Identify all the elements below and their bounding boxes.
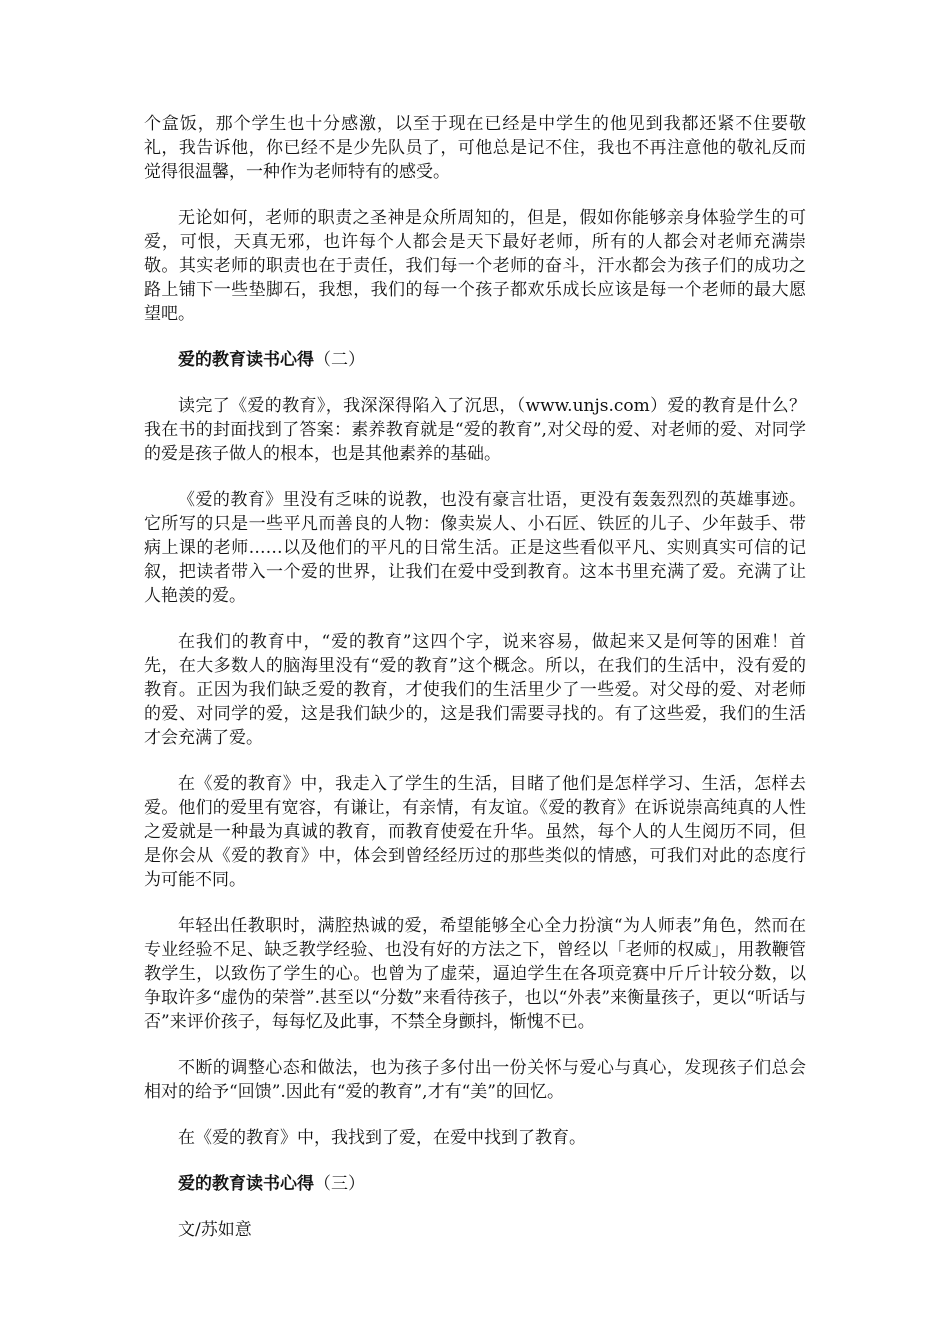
section2-paragraph-2: 《爱的教育》里没有乏味的说教，也没有豪言壮语，更没有轰轰烈烈的英雄事迹。它所写的只是一些平凡而善良的人物：像卖炭人、小石匠、铁匠的儿子、少年鼓手、带病上课的老师……以及他们的平凡的日常生活。正是这些看似平凡、实则真实可信的记叙，把读者带入一个爱的世界，让我们在爱中受到教育。这本书里充满了爱。充满了让人艳羡的爱。 [144, 490, 806, 606]
section-heading-2-title: 爱的教育读书心得 [178, 350, 314, 370]
section2-paragraph-1: 读完了《爱的教育》，我深深得陷入了沉思，（www.unjs.com）爱的教育是什么？我在书的封面找到了答案：素养教育就是“爱的教育”,对父母的爱、对老师的爱、对同学的爱是孩子做人的根本，也是其他素养的基础。 [144, 396, 806, 464]
section-heading-3-title: 爱的教育读书心得 [178, 1174, 314, 1194]
section-heading-3 [144, 1172, 806, 1196]
section2-paragraph-5: 年轻出任教职时，满腔热诚的爱，希望能够全心全力扮演“为人师表”角色，然而在专业经验不足、缺乏教学经验、也没有好的方法之下，曾经以「老师的权威」，用教鞭管教学生，以致伤了学生的心。也曾为了虚荣，逼迫学生在各项竞赛中斤斤计较分数，以争取许多“虚伪的荣誉”.甚至以“分数”来看待孩子，也以“外表”来衡量孩子，更以“听话与否”来评价孩子，每每忆及此事，不禁全身颤抖，惭愧不已。 [144, 916, 806, 1032]
section2-paragraph-6: 不断的调整心态和做法，也为孩子多付出一份关怀与爱心与真心，发现孩子们总会相对的给予“回馈”.因此有“爱的教育”,才有“美”的回忆。 [144, 1058, 806, 1102]
section-heading-2-number: （二） [314, 350, 365, 370]
section2-paragraph-7: 在《爱的教育》中，我找到了爱，在爱中找到了教育。 [178, 1128, 586, 1148]
paragraph-intro-2: 无论如何，老师的职责之圣神是众所周知的，但是，假如你能够亲身体验学生的可爱，可恨，天真无邪，也许每个人都会是天下最好老师，所有的人都会对老师充满崇敬。其实老师的职责也在于责任，我们每一个老师的奋斗，汗水都会为孩子们的成功之路上铺下一些垫脚石，我想，我们的每一个孩子都欢乐成长应该是每一个老师的最大愿望吧。 [144, 208, 806, 324]
author-byline: 文/苏如意 [178, 1220, 252, 1240]
document-page [144, 112, 806, 1242]
section-heading-3-number: （三） [314, 1174, 365, 1194]
section-heading-2 [144, 348, 806, 372]
section2-paragraph-3: 在我们的教育中，“爱的教育”这四个字，说来容易，做起来又是何等的困难！首先，在大多数人的脑海里没有“爱的教育”这个概念。所以，在我们的生活中，没有爱的教育。正因为我们缺乏爱的教育，才使我们的生活里少了一些爱。对父母的爱、对老师的爱、对同学的爱，这是我们缺少的，这是我们需要寻找的。有了这些爱，我们的生活才会充满了爱。 [144, 632, 806, 748]
paragraph-intro-1: 个盒饭，那个学生也十分感激，以至于现在已经是中学生的他见到我都还紧不住要敬礼，我告诉他，你已经不是少先队员了，可他总是记不住，我也不再注意他的敬礼反而觉得很温馨，一种作为老师特有的感受。 [144, 114, 806, 182]
section2-paragraph-4: 在《爱的教育》中，我走入了学生的生活，目睹了他们是怎样学习、生活，怎样去爱。他们的爱里有宽容，有谦让，有亲情，有友谊。《爱的教育》在诉说崇高纯真的人性之爱就是一种最为真诚的教育，而教育使爱在升华。虽然，每个人的人生阅历不同，但是你会从《爱的教育》中，体会到曾经经历过的那些类似的情感，可我们对此的态度行为可能不同。 [144, 774, 806, 890]
